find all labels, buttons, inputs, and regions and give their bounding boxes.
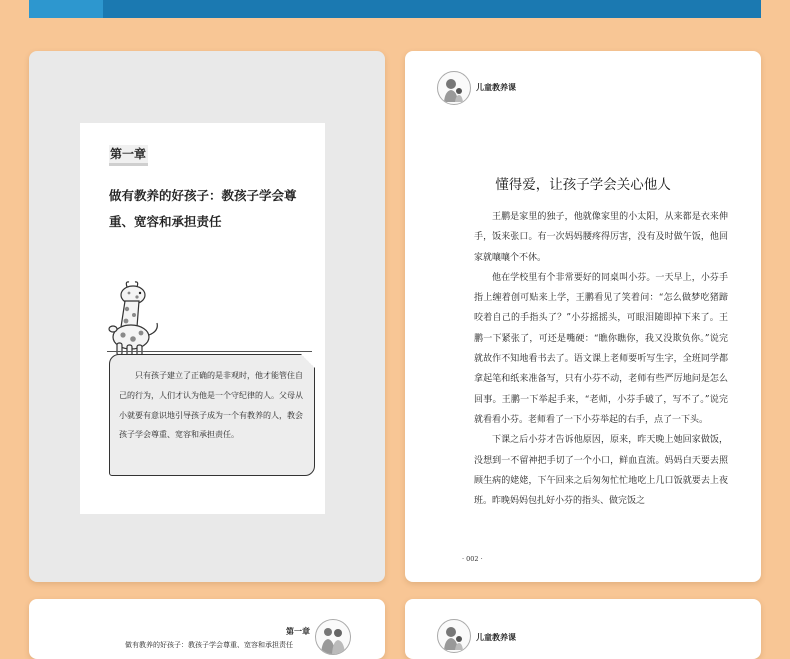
chapter-opening-card[interactable] xyxy=(29,51,385,582)
article-page-card[interactable] xyxy=(405,51,761,582)
mother-child-avatar-icon xyxy=(437,619,471,653)
chapter-label: 第一章 xyxy=(109,145,148,166)
article-body xyxy=(474,207,728,511)
chapter-page xyxy=(80,123,325,514)
running-head-subtitle: 做有教养的好孩子：教孩子学会尊重、宽容和承担责任 xyxy=(125,641,293,649)
chapter-title-line1: 做有教养的好孩子：教孩子学会尊 xyxy=(109,188,297,203)
quote-divider xyxy=(107,351,312,352)
quote-text: 只有孩子建立了正确的是非观时，他才能管住自己的行为，人们才认为他是一个守纪律的人。父母从小就要有意识地引导孩子成为一个有教养的人，教会孩子学会尊重、宽容和承担责任。 xyxy=(119,371,303,440)
family-avatar-icon xyxy=(315,619,351,655)
chapter-title-line2: 重、宽容和承担责任 xyxy=(109,214,222,229)
chapter-page-card-2[interactable] xyxy=(29,599,385,659)
chapter-title xyxy=(109,183,309,235)
page-number: · 002 · xyxy=(462,555,483,563)
book-header-title: 儿童教养课 xyxy=(476,633,516,642)
article-page-card-2[interactable] xyxy=(405,599,761,659)
top-banner-accent xyxy=(29,0,103,18)
article-title: 懂得爱，让孩子学会关心他人 xyxy=(495,177,671,193)
article-paragraph: 他在学校里有个非常要好的同桌叫小芬。一天早上，小芬手指上缠着创可贴来上学，王鹏看见了笑着问：“怎么做梦吃猪蹄咬着自己的手指头了？”小芬摇摇头，可眼泪随即掉下来了。王鹏一下紧张了，可还是嘴硬：“瞧你瞧你，我又没欺负你。”说完就故作不知地看书去了。语文课上老师要听写生字，全班同学都拿起笔和纸来准备写，只有小芬不动，老师有些严厉地问是怎么回事。王鹏一下举起手来，“老师，小芬手破了，写不了。”说完就看看小芬。老师看了一下小芬举起的右手，点了一下头。 xyxy=(474,272,728,425)
top-banner xyxy=(29,0,761,18)
article-paragraph: 王鹏是家里的独子，他就像家里的小太阳，从来都是衣来伸手，饭来张口。有一次妈妈腰疼得厉害，没有及时做午饭，他回家就嚷嚷个不休。 xyxy=(474,212,728,263)
quote-box xyxy=(109,354,315,476)
giraffe-illustration xyxy=(107,279,163,357)
running-head-chapter: 第一章 xyxy=(286,627,310,636)
article-paragraph: 下课之后小芬才告诉他原因，原来，昨天晚上她回家做饭，没想到一不留神把手切了一个小口，鲜血直流。妈妈白天要去照顾生病的姥姥，下午回来之后匆匆忙忙地吃上几口饭就要去上夜班。昨晚妈妈包扎好小芬的指头、做完饭之 xyxy=(474,435,728,507)
book-header-title: 儿童教养课 xyxy=(476,83,516,92)
mother-child-avatar-icon xyxy=(437,71,471,105)
